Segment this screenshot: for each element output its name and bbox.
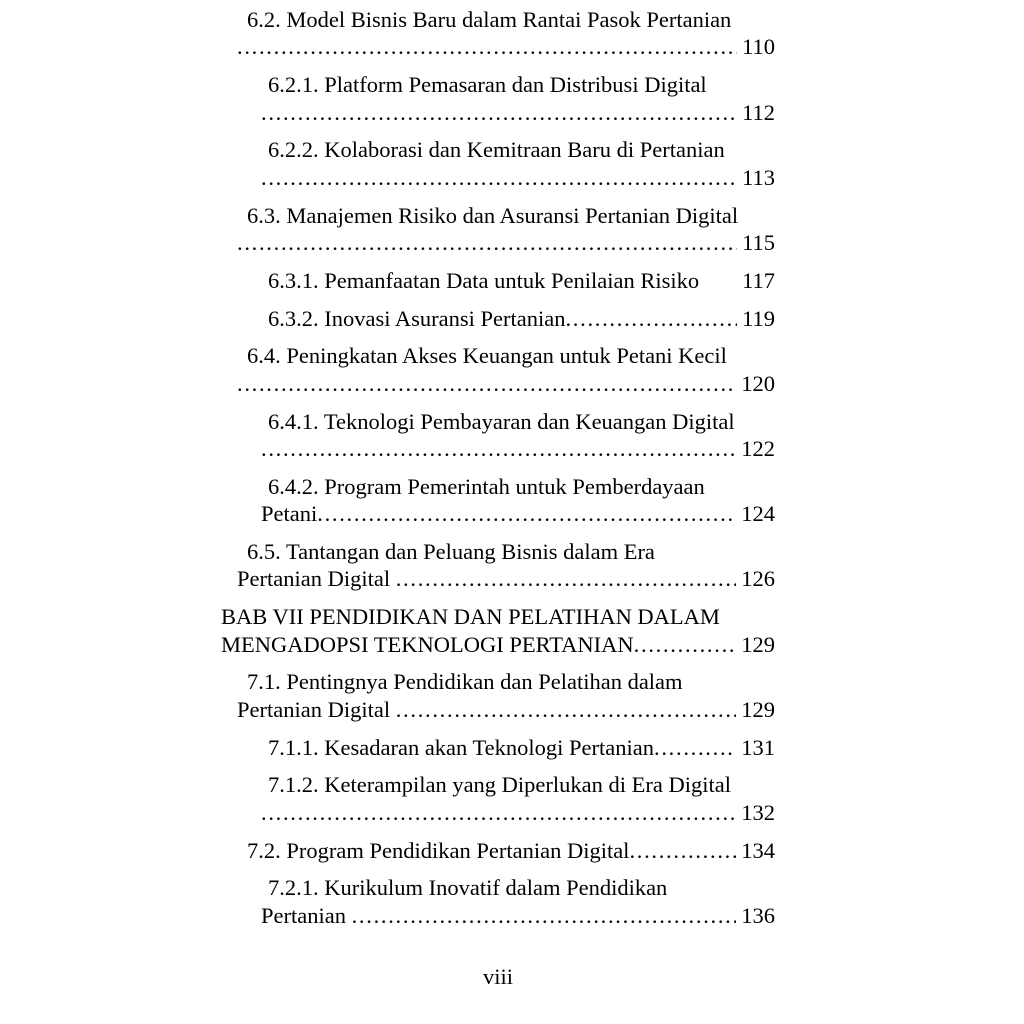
table-of-contents — [221, 6, 775, 940]
toc-line — [221, 71, 775, 98]
toc-page-number: 136 — [741, 902, 775, 928]
toc-entry-title: BAB VII PENDIDIKAN DAN PELATIHAN DALAM — [221, 604, 720, 630]
toc-entry — [221, 136, 775, 191]
toc-page-number: 124 — [741, 501, 775, 527]
toc-entry — [221, 771, 775, 826]
toc-line — [221, 837, 775, 864]
toc-entry — [221, 71, 775, 126]
toc-page-number: 110 — [742, 34, 775, 60]
toc-line — [221, 771, 775, 798]
toc-line — [221, 202, 775, 229]
toc-entry-title: 6.4.1. Teknologi Pembayaran dan Keuangan Digital — [268, 408, 735, 434]
toc-page-number: 134 — [741, 837, 775, 863]
dot-leader — [261, 99, 737, 126]
dot-leader — [396, 565, 737, 592]
toc-page-number: 117 — [742, 267, 775, 293]
toc-page-number: 129 — [741, 696, 775, 722]
toc-entry — [221, 603, 775, 658]
toc-page-number: 113 — [742, 164, 775, 190]
toc-entry-title: 7.2. Program Pendidikan Pertanian Digital — [247, 837, 630, 863]
toc-line — [221, 370, 775, 397]
toc-page-number: 119 — [742, 305, 775, 331]
toc-entry — [221, 202, 775, 257]
toc-entry-title: Pertanian — [261, 902, 352, 928]
dot-leader — [629, 837, 736, 864]
toc-line — [221, 229, 775, 256]
dot-leader — [565, 305, 737, 332]
toc-page-number: 126 — [741, 566, 775, 592]
toc-entry-title: 7.2.1. Kurikulum Inovatif dalam Pendidikan — [268, 875, 668, 901]
toc-line — [221, 668, 775, 695]
toc-entry — [221, 267, 775, 294]
toc-entry-title: 6.4. Peningkatan Akses Keuangan untuk Petani Kecil — [247, 343, 727, 369]
toc-line — [221, 799, 775, 826]
toc-line — [221, 538, 775, 565]
dot-leader — [396, 696, 737, 723]
toc-entry — [221, 408, 775, 463]
toc-entry — [221, 668, 775, 723]
toc-line — [221, 408, 775, 435]
toc-entry — [221, 473, 775, 528]
toc-entry-title: 6.2. Model Bisnis Baru dalam Rantai Pasok Pertanian — [247, 7, 732, 32]
toc-entry-title: 7.1.1. Kesadaran akan Teknologi Pertanian — [268, 734, 655, 760]
toc-line — [221, 874, 775, 901]
dot-leader — [261, 164, 737, 191]
dot-leader — [261, 435, 736, 462]
toc-entry-title: 6.5. Tantangan dan Peluang Bisnis dalam Era — [247, 539, 655, 565]
toc-line — [221, 267, 775, 294]
toc-entry — [221, 538, 775, 593]
dot-leader — [352, 902, 737, 929]
toc-line — [221, 603, 775, 630]
page-footer — [221, 963, 775, 990]
toc-line — [221, 902, 775, 929]
toc-entry-title: 6.2.1. Platform Pemasaran dan Distribusi Digital — [268, 72, 707, 98]
dot-leader — [237, 33, 737, 60]
toc-entry-title: Pertanian Digital — [237, 696, 396, 722]
toc-entry — [221, 734, 775, 761]
dot-leader — [654, 734, 736, 761]
toc-entry-title: 6.3.2. Inovasi Asuransi Pertanian — [268, 305, 566, 331]
toc-line — [221, 6, 775, 33]
toc-page-number: 120 — [741, 370, 775, 396]
dot-leader — [261, 799, 736, 826]
toc-line — [221, 500, 775, 527]
toc-entry-title: 7.1. Pentingnya Pendidikan dan Pelatihan dalam — [247, 669, 683, 695]
toc-line — [221, 696, 775, 723]
toc-entry-title: 6.3. Manajemen Risiko dan Asuransi Pertanian Digital — [247, 202, 739, 228]
toc-entry — [221, 837, 775, 864]
toc-line — [221, 342, 775, 369]
toc-line — [221, 734, 775, 761]
toc-line — [221, 631, 775, 658]
toc-page-number: 131 — [741, 734, 775, 760]
toc-page-number: 115 — [742, 230, 775, 256]
dot-leader — [237, 229, 737, 256]
toc-page-number: 132 — [741, 799, 775, 825]
toc-line — [221, 33, 775, 60]
toc-entry-title: 7.1.2. Keterampilan yang Diperlukan di Era Digital — [268, 772, 731, 798]
toc-entry-title: MENGADOPSI TEKNOLOGI PERTANIAN — [221, 631, 634, 657]
dot-leader — [237, 370, 736, 397]
toc-entry-title: Pertanian Digital — [237, 566, 396, 592]
toc-line — [221, 99, 775, 126]
toc-entry-title: 6.4.2. Program Pemerintah untuk Pemberdayaan — [268, 473, 705, 499]
dot-leader — [317, 500, 736, 527]
toc-line — [221, 473, 775, 500]
toc-entry — [221, 874, 775, 929]
toc-entry — [221, 342, 775, 397]
toc-entry-title: 6.2.2. Kolaborasi dan Kemitraan Baru di Pertanian — [268, 137, 725, 163]
toc-entry — [221, 305, 775, 332]
toc-line — [221, 136, 775, 163]
dot-leader — [634, 631, 737, 658]
toc-entry-title: 6.3.1. Pemanfaatan Data untuk Penilaian Risiko — [268, 267, 700, 293]
toc-line — [221, 435, 775, 462]
toc-entry-title: Petani — [261, 501, 318, 527]
toc-line — [221, 565, 775, 592]
toc-page-number: 112 — [742, 99, 775, 125]
toc-line — [221, 164, 775, 191]
toc-line — [221, 305, 775, 332]
toc-page-number: 129 — [741, 631, 775, 657]
toc-page-number: 122 — [741, 436, 775, 462]
folio-page-number: viii — [482, 964, 513, 989]
toc-entry — [221, 6, 775, 61]
